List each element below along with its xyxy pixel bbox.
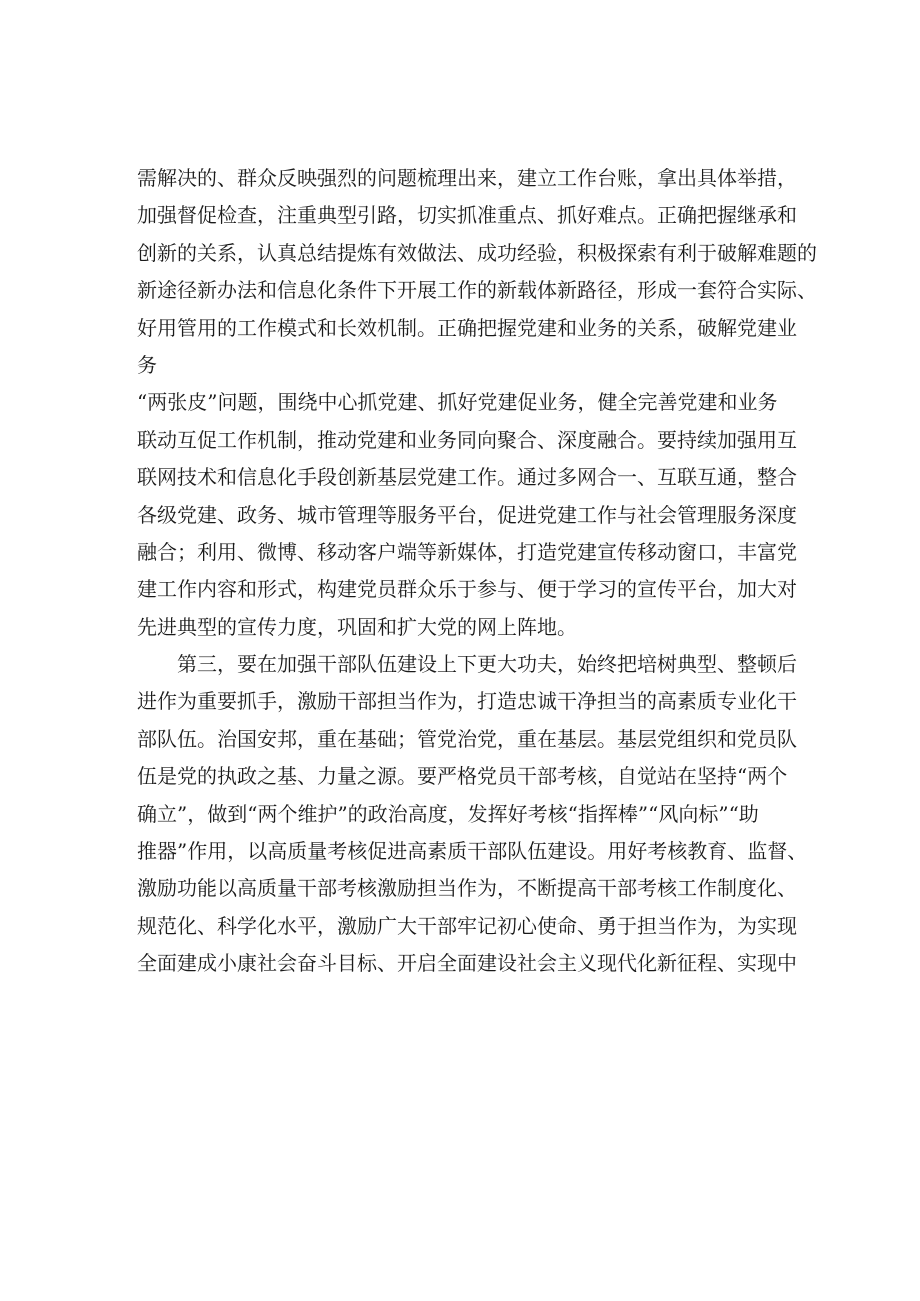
text-line: 伍是党的执政之基、力量之源。要严格党员干部考核，自觉站在坚持“两个 bbox=[137, 764, 788, 789]
text-line: 创新的关系，认真总结提炼有效做法、成功经验，积极探索有利于破解难题的 bbox=[137, 240, 817, 265]
text-line: 规范化、科学化水平，激励广大干部牢记初心使命、勇于担当作为，为实现 bbox=[137, 913, 797, 938]
text-line: 融合；利用、微博、移动客户端等新媒体，打造党建宣传移动窗口，丰富党 bbox=[137, 539, 797, 564]
text-line: 先进典型的宣传力度，巩固和扩大党的网上阵地。 bbox=[137, 614, 577, 639]
text-line: 务 bbox=[137, 352, 157, 377]
text-line: 建工作内容和形式，构建党员群众乐于参与、便于学习的宣传平台，加大对 bbox=[137, 577, 797, 602]
text-line: 确立”，做到“两个维护”的政治高度，发挥好考核“指挥棒”“风向标”“助 bbox=[137, 801, 759, 826]
text-line: 全面建成小康社会奋斗目标、开启全面建设社会主义现代化新征程、实现中 bbox=[137, 951, 797, 976]
text-line: 激励功能以高质量干部考核激励担当作为，不断提高干部考核工作制度化、 bbox=[137, 876, 797, 901]
text-line: 新途径新办法和信息化条件下开展工作的新载体新路径，形成一套符合实际、 bbox=[137, 278, 817, 303]
text-line: 各级党建、政务、城市管理等服务平台，促进党建工作与社会管理服务深度 bbox=[137, 502, 797, 527]
text-line: 推器”作用，以高质量考核促进高素质干部队伍建设。用好考核教育、监督、 bbox=[137, 839, 808, 864]
text-line: 联动互促工作机制，推动党建和业务同向聚合、深度融合。要持续加强用互 bbox=[137, 427, 797, 452]
text-line: 联网技术和信息化手段创新基层党建工作。通过多网合一、互联互通，整合 bbox=[137, 465, 797, 490]
body-text bbox=[137, 160, 817, 983]
text-line: “两张皮”问题，围绕中心抓党建、抓好党建促业务，健全完善党建和业务 bbox=[137, 390, 778, 415]
paragraph-start-line: 第三，要在加强干部队伍建设上下更大功夫，始终把培树典型、整顿后 bbox=[177, 652, 797, 677]
text-line: 好用管用的工作模式和长效机制。正确把握党建和业务的关系，破解党建业 bbox=[137, 315, 797, 340]
text-line: 需解决的、群众反映强烈的问题梳理出来，建立工作台账，拿出具体举措， bbox=[137, 166, 797, 190]
text-line: 进作为重要抓手，激励干部担当作为，打造忠诚干净担当的高素质专业化干 bbox=[137, 689, 797, 714]
text-line: 加强督促检查，注重典型引路，切实抓准重点、抓好难点。正确把握继承和 bbox=[137, 203, 797, 228]
text-line: 部队伍。治国安邦，重在基础；管党治党，重在基层。基层党组织和党员队 bbox=[137, 726, 797, 751]
